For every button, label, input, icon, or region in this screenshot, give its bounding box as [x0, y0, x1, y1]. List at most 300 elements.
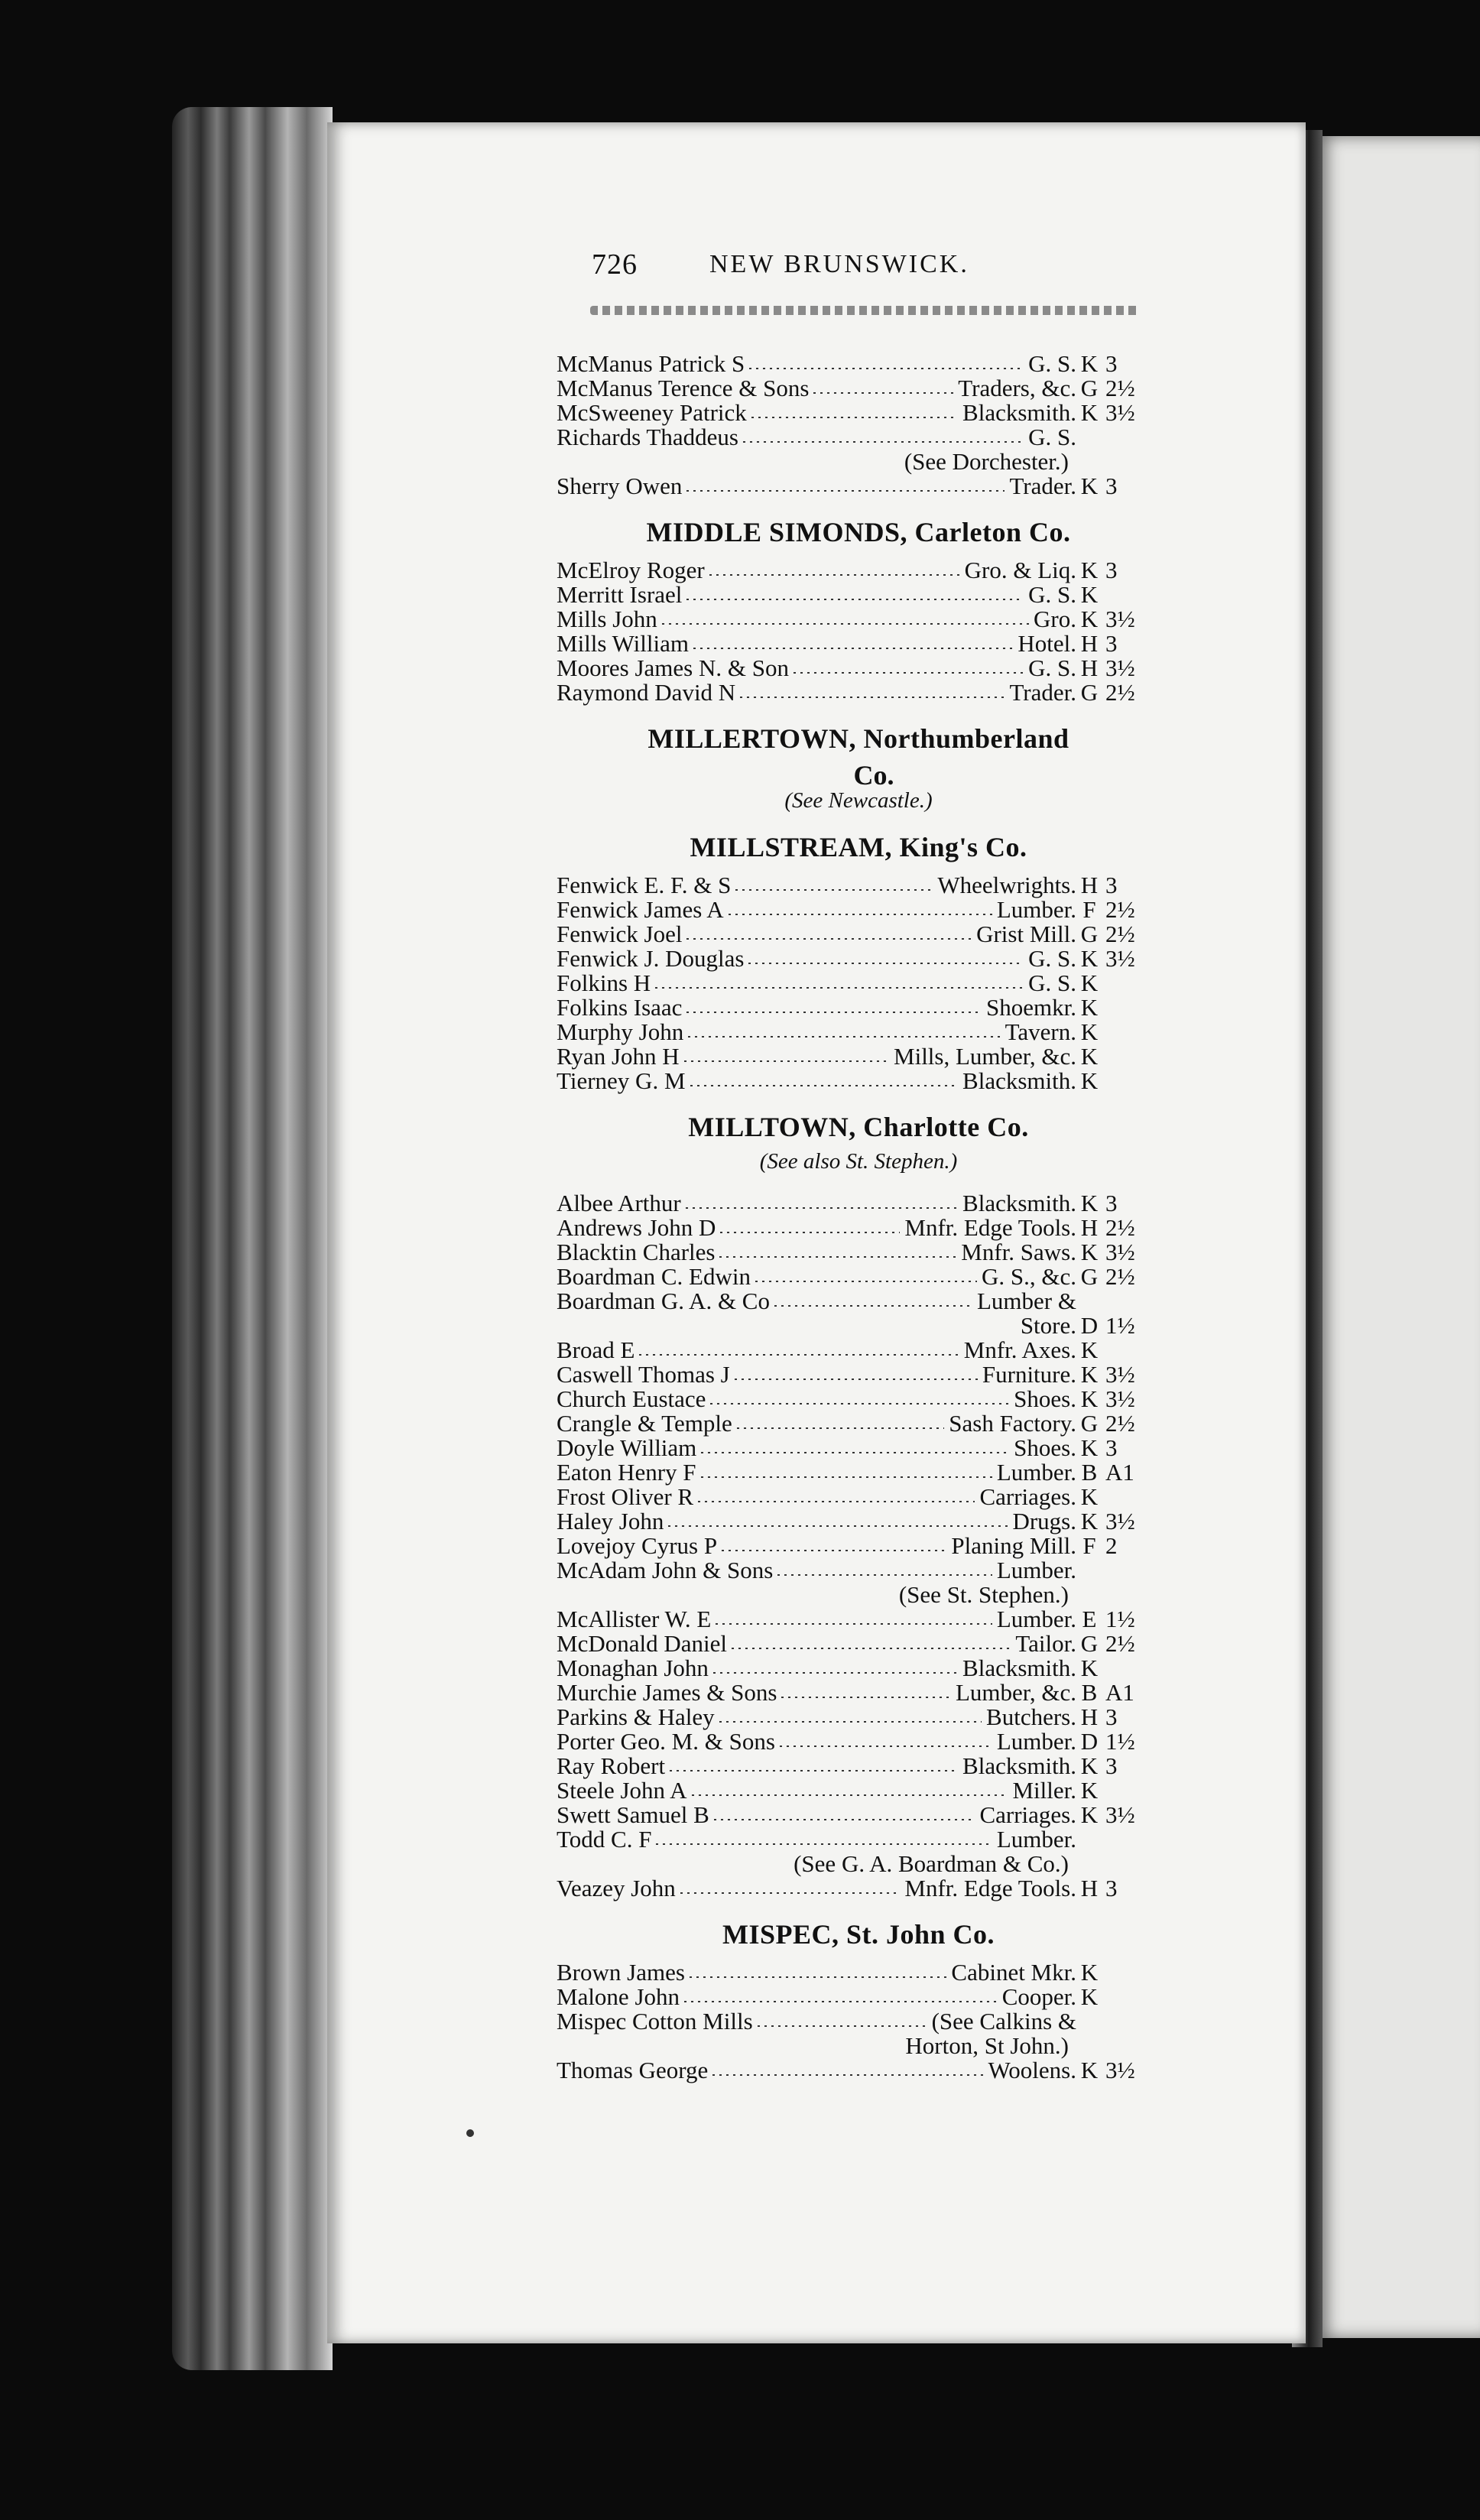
directory-entry	[557, 898, 1160, 922]
entry-name: Parkins & Haley	[557, 1703, 715, 1730]
directory-entry	[557, 1803, 1160, 1827]
dot-leader	[701, 1476, 992, 1478]
facing-page	[1315, 136, 1480, 2338]
entry-trade: Miller.	[1012, 1777, 1076, 1804]
entry-name: Folkins H	[557, 969, 651, 996]
entry-credit-rating: F	[1082, 896, 1096, 923]
dot-leader	[735, 1379, 978, 1380]
directory-entry	[557, 1460, 1160, 1485]
entry-credit-rating: B	[1081, 1459, 1098, 1486]
entry-trade: Shoes.	[1014, 1434, 1076, 1461]
entry-name: Moores James N. & Son	[557, 654, 789, 681]
directory-entry	[557, 425, 1160, 450]
entry-credit-rating: G	[1080, 1630, 1099, 1657]
entry-trade: Lumber.	[996, 896, 1076, 923]
entry-pecuniary-rating: 3	[1105, 557, 1118, 583]
entry-credit-rating: K	[1080, 1018, 1099, 1045]
entry-trade: (See Calkins &	[931, 2008, 1076, 2035]
entry-name: Porter Geo. M. & Sons	[557, 1728, 775, 1755]
entry-credit-rating: B	[1081, 1679, 1098, 1706]
directory-entry	[557, 1729, 1160, 1754]
directory-entry	[557, 1240, 1160, 1265]
entry-pecuniary-rating: 3½	[1105, 606, 1135, 632]
entry-trade: Grist Mill.	[976, 921, 1076, 947]
entry-trade: Blacksmith.	[962, 1752, 1076, 1779]
entry-name: Ray Robert	[557, 1752, 666, 1779]
dot-leader	[686, 599, 1024, 600]
entry-name: Fenwick James A	[557, 896, 724, 923]
entry-trade: Lumber.	[996, 1606, 1076, 1632]
entry-trade: Mills, Lumber, &c.	[894, 1043, 1076, 1070]
entry-trade: Blacksmith.	[962, 1190, 1076, 1216]
entry-name: Boardman G. A. & Co	[557, 1288, 770, 1314]
entry-trade: Wheelwrights.	[937, 872, 1076, 898]
entry-trade: Mnfr. Edge Tools.	[904, 1875, 1076, 1901]
cross-reference-note: (See St. Stephen.)	[898, 1581, 1069, 1608]
entry-trade: G. S.	[1028, 654, 1076, 681]
entry-trade: G. S.	[1028, 581, 1076, 608]
entry-credit-rating: K	[1080, 1336, 1099, 1363]
directory-entry	[557, 376, 1160, 401]
entry-name: McAdam John & Sons	[557, 1557, 774, 1583]
directory-entry	[557, 2009, 1160, 2034]
entry-trade: Mnfr. Axes.	[963, 1336, 1076, 1363]
dot-leader	[743, 441, 1024, 443]
entry-name: Mills John	[557, 606, 657, 632]
entry-trade: Shoes.	[1014, 1385, 1076, 1412]
directory-entry	[557, 995, 1160, 1020]
dot-leader	[680, 1892, 900, 1894]
entry-trade: Carriages.	[979, 1483, 1076, 1510]
entry-credit-rating: H	[1080, 1214, 1099, 1241]
dot-leader	[709, 574, 960, 576]
directory-entry	[557, 1827, 1160, 1852]
entry-credit-rating: K	[1080, 1983, 1099, 2010]
dot-leader	[748, 963, 1024, 964]
entry-trade: G. S.	[1028, 424, 1076, 450]
entry-name: Swett Samuel B	[557, 1801, 709, 1828]
directory-entry	[557, 1534, 1160, 1558]
running-head	[557, 248, 1160, 283]
directory-entry	[557, 474, 1160, 498]
entry-trade: Carriages.	[979, 1801, 1076, 1828]
directory-entry	[557, 558, 1160, 583]
dot-leader	[686, 490, 1005, 492]
entry-pecuniary-rating: A1	[1105, 1679, 1134, 1706]
entry-name: Richards Thaddeus	[557, 424, 738, 450]
entry-name: Fenwick E. F. & S	[557, 872, 732, 898]
dot-leader	[688, 1036, 1001, 1038]
entry-credit-rating: K	[1080, 350, 1099, 377]
directory-entry	[557, 1485, 1160, 1509]
dot-leader	[662, 623, 1029, 625]
entry-continuation	[557, 1314, 1160, 1338]
entry-pecuniary-rating: 3	[1105, 1703, 1118, 1730]
entry-pecuniary-rating: 3	[1105, 1190, 1118, 1216]
entry-name: McDonald Daniel	[557, 1630, 727, 1657]
entry-credit-rating: K	[1080, 1483, 1099, 1510]
entry-name: Mispec Cotton Mills	[557, 2008, 753, 2035]
entry-name: Haley John	[557, 1508, 664, 1534]
entry-name: Boardman C. Edwin	[557, 1263, 751, 1290]
dot-leader	[692, 1794, 1008, 1796]
directory-entry	[557, 1681, 1160, 1705]
entry-trade: Lumber.	[996, 1826, 1076, 1853]
directory-entry	[557, 1754, 1160, 1778]
dot-leader	[732, 1648, 1011, 1649]
page-number: 726	[592, 248, 638, 281]
entry-pecuniary-rating: A1	[1105, 1459, 1134, 1486]
dot-leader	[690, 1085, 958, 1086]
dot-leader	[777, 1574, 992, 1576]
entry-trade: Blacksmith.	[962, 399, 1076, 426]
directory-entry	[557, 1069, 1160, 1093]
entry-pecuniary-rating: 3½	[1105, 1801, 1135, 1828]
entry-trade: Blacksmith.	[962, 1067, 1076, 1094]
dot-leader	[701, 1452, 1009, 1453]
entry-pecuniary-rating: 1½	[1105, 1312, 1135, 1339]
entry-name: McSweeney Patrick	[557, 399, 747, 426]
dot-leader	[780, 1745, 992, 1747]
entry-pecuniary-rating: 2½	[1105, 679, 1135, 706]
entry-credit-rating: D	[1080, 1312, 1099, 1339]
entry-trade: Cooper.	[1001, 1983, 1076, 2010]
entry-credit-rating: F	[1082, 1532, 1096, 1559]
dot-leader	[686, 938, 972, 940]
entry-name: Brown James	[557, 1959, 685, 1986]
entry-pecuniary-rating: 3½	[1105, 2057, 1135, 2083]
entry-trade: Gro.	[1034, 606, 1076, 632]
directory-entry	[557, 2058, 1160, 2083]
entry-credit-rating: H	[1080, 1875, 1099, 1901]
entry-pecuniary-rating: 2½	[1105, 896, 1135, 923]
entry-trade: Traders, &c.	[958, 375, 1076, 401]
directory-entry	[557, 1436, 1160, 1460]
entry-pecuniary-rating: 3½	[1105, 1508, 1135, 1534]
entry-credit-rating: K	[1080, 969, 1099, 996]
entry-name: Murphy John	[557, 1018, 684, 1045]
entry-name: Todd C. F	[557, 1826, 652, 1853]
directory-entry	[557, 1044, 1160, 1069]
entry-trade: Store.	[1020, 1312, 1076, 1339]
entry-trade: Woolens.	[988, 2057, 1076, 2083]
directory-entry	[557, 1265, 1160, 1289]
entry-pecuniary-rating: 2½	[1105, 1214, 1135, 1241]
header-rule	[590, 306, 1141, 315]
directory-entry	[557, 1960, 1160, 1985]
directory-entry	[557, 922, 1160, 947]
directory-page	[327, 122, 1306, 2343]
entry-credit-rating: K	[1080, 1239, 1099, 1265]
entry-pecuniary-rating: 2½	[1105, 1263, 1135, 1290]
entry-credit-rating: E	[1082, 1606, 1097, 1632]
directory-entry	[557, 1362, 1160, 1387]
dot-leader	[670, 1770, 958, 1771]
ink-speck	[466, 2129, 474, 2137]
entry-credit-rating: K	[1080, 945, 1099, 972]
entry-pecuniary-rating: 2½	[1105, 375, 1135, 401]
entry-pecuniary-rating: 3	[1105, 872, 1118, 898]
entry-pecuniary-rating: 3½	[1105, 1239, 1135, 1265]
entry-credit-rating: K	[1080, 472, 1099, 499]
entry-trade: G. S., &c.	[982, 1263, 1076, 1290]
entry-name: Doyle William	[557, 1434, 697, 1461]
entry-trade: Butchers.	[986, 1703, 1076, 1730]
entry-name: McManus Patrick S	[557, 350, 745, 377]
entry-name: Ryan John H	[557, 1043, 680, 1070]
entry-name: Church Eustace	[557, 1385, 706, 1412]
entry-credit-rating: G	[1080, 679, 1099, 706]
entry-pecuniary-rating: 3	[1105, 1875, 1118, 1901]
entry-pecuniary-rating: 3	[1105, 472, 1118, 499]
entry-credit-rating: H	[1080, 654, 1099, 681]
entry-name: Andrews John D	[557, 1214, 716, 1241]
dot-leader	[686, 1207, 958, 1209]
entry-trade: Lumber, &c.	[955, 1679, 1076, 1706]
entry-credit-rating: G	[1080, 375, 1099, 401]
entry-name: McAllister W. E	[557, 1606, 712, 1632]
directory-entry	[557, 352, 1160, 376]
locality-see-also: (See also St. Stephen.)	[759, 1149, 958, 1174]
dot-leader	[712, 2074, 984, 2076]
entry-trade: Shoemkr.	[986, 994, 1076, 1021]
dot-leader	[774, 1305, 972, 1307]
directory-entry	[557, 1705, 1160, 1729]
directory-entry	[557, 401, 1160, 425]
directory-entry	[557, 1387, 1160, 1411]
dot-leader	[655, 987, 1024, 989]
entry-credit-rating: K	[1080, 1361, 1099, 1388]
dot-leader	[758, 2025, 927, 2027]
dot-leader	[693, 648, 1013, 649]
dot-leader	[722, 1550, 946, 1551]
entry-pecuniary-rating: 3½	[1105, 945, 1135, 972]
directory-entry	[557, 873, 1160, 898]
entry-trade: Mnfr. Saws.	[961, 1239, 1076, 1265]
locality-heading: MILLTOWN, Charlotte Co.	[688, 1112, 1029, 1142]
entry-credit-rating: K	[1080, 1752, 1099, 1779]
entry-credit-rating: K	[1080, 1434, 1099, 1461]
entry-credit-rating: K	[1080, 1801, 1099, 1828]
directory-entry	[557, 947, 1160, 971]
entry-pecuniary-rating: 3½	[1105, 1361, 1135, 1388]
dot-leader	[690, 1976, 946, 1978]
entry-name: Crangle & Temple	[557, 1410, 732, 1437]
entry-trade: Trader.	[1009, 679, 1076, 706]
entry-name: Murchie James & Sons	[557, 1679, 777, 1706]
entry-name: McElroy Roger	[557, 557, 705, 583]
dot-leader	[668, 1525, 1008, 1527]
directory-entry	[557, 1985, 1160, 2009]
entry-name: Monaghan John	[557, 1655, 709, 1681]
entry-trade: Tavern.	[1005, 1018, 1076, 1045]
entry-credit-rating: G	[1080, 1410, 1099, 1437]
entry-trade: Mnfr. Edge Tools.	[904, 1214, 1076, 1241]
entry-pecuniary-rating: 3	[1105, 1752, 1118, 1779]
entry-pecuniary-rating: 3	[1105, 1434, 1118, 1461]
directory-entry	[557, 583, 1160, 607]
entry-name: Mills William	[557, 630, 689, 657]
entry-trade: Hotel.	[1018, 630, 1076, 657]
dot-leader	[740, 697, 1005, 698]
entry-trade: Trader.	[1009, 472, 1076, 499]
entry-pecuniary-rating: 3	[1105, 350, 1118, 377]
dot-leader	[656, 1843, 992, 1845]
entry-name: Steele John A	[557, 1777, 687, 1804]
entry-pecuniary-rating: 2½	[1105, 1410, 1135, 1437]
entry-pecuniary-rating: 3½	[1105, 654, 1135, 681]
dot-leader	[813, 392, 953, 394]
directory-entry	[557, 1411, 1160, 1436]
entry-credit-rating: G	[1080, 921, 1099, 947]
dot-leader	[781, 1697, 951, 1698]
entry-credit-rating: H	[1080, 1703, 1099, 1730]
locality-heading: MIDDLE SIMONDS, Carleton Co.	[646, 517, 1071, 547]
directory-entry	[557, 656, 1160, 680]
entry-credit-rating: K	[1080, 557, 1099, 583]
dot-leader	[737, 1427, 944, 1429]
entry-name: Fenwick Joel	[557, 921, 683, 947]
dot-leader	[698, 1501, 975, 1502]
directory-entry	[557, 1289, 1160, 1314]
dot-leader	[684, 1060, 889, 1062]
entry-trade: Lumber &	[977, 1288, 1076, 1314]
directory-entry	[557, 1778, 1160, 1803]
entry-name: Thomas George	[557, 2057, 709, 2083]
entry-name: Blacktin Charles	[557, 1239, 716, 1265]
entry-trade: G. S.	[1028, 945, 1076, 972]
entry-trade: Sash Factory.	[949, 1410, 1076, 1437]
entry-credit-rating: K	[1080, 1655, 1099, 1681]
entry-credit-rating: K	[1080, 994, 1099, 1021]
entry-name: Malone John	[557, 1983, 680, 2010]
entry-credit-rating: K	[1080, 1043, 1099, 1070]
entry-name: Merritt Israel	[557, 581, 683, 608]
entry-name: Veazey John	[557, 1875, 676, 1901]
dot-leader	[713, 1672, 958, 1674]
dot-leader	[639, 1354, 959, 1356]
locality-heading: MILLSTREAM, King's Co.	[690, 832, 1027, 862]
entry-name: Fenwick J. Douglas	[557, 945, 745, 972]
dot-leader	[686, 1012, 982, 1013]
entry-pecuniary-rating: 1½	[1105, 1606, 1135, 1632]
entry-pecuniary-rating: 3½	[1105, 399, 1135, 426]
page-title: NEW BRUNSWICK.	[709, 250, 969, 278]
dot-leader	[729, 914, 992, 915]
entry-credit-rating: K	[1080, 1777, 1099, 1804]
directory-listing	[557, 352, 1160, 2083]
entry-name: Sherry Owen	[557, 472, 683, 499]
entry-pecuniary-rating: 2½	[1105, 1630, 1135, 1657]
entry-trade: Lumber.	[996, 1728, 1076, 1755]
entry-name: Albee Arthur	[557, 1190, 681, 1216]
dot-leader	[714, 1819, 975, 1820]
entry-credit-rating: H	[1080, 872, 1099, 898]
entry-credit-rating: K	[1080, 606, 1099, 632]
entry-name: Frost Oliver R	[557, 1483, 694, 1510]
dot-leader	[719, 1256, 956, 1258]
cross-reference-note: Horton, St John.)	[905, 2032, 1069, 2059]
directory-entry	[557, 1020, 1160, 1044]
entry-trade: Cabinet Mkr.	[951, 1959, 1076, 1986]
locality-heading: MISPEC, St. John Co.	[722, 1919, 995, 1950]
directory-entry	[557, 1632, 1160, 1656]
directory-entry	[557, 607, 1160, 632]
entry-name: Eaton Henry F	[557, 1459, 696, 1486]
entry-name: Lovejoy Cyrus P	[557, 1532, 718, 1559]
entry-name: Raymond David N	[557, 679, 736, 706]
dot-leader	[684, 2001, 998, 2002]
directory-entry	[557, 1509, 1160, 1534]
directory-entry	[557, 1191, 1160, 1216]
entry-name: Broad E	[557, 1336, 635, 1363]
dot-leader	[710, 1403, 1009, 1405]
dot-leader	[719, 1721, 982, 1723]
directory-entry	[557, 1338, 1160, 1362]
entry-credit-rating: K	[1080, 1508, 1099, 1534]
entry-trade: Blacksmith.	[962, 1655, 1076, 1681]
dot-leader	[751, 417, 958, 418]
cross-reference-note: (See G. A. Boardman & Co.)	[794, 1850, 1069, 1877]
entry-pecuniary-rating: 3	[1105, 630, 1118, 657]
dot-leader	[716, 1623, 992, 1625]
entry-credit-rating: K	[1080, 1959, 1099, 1986]
locality-heading-continuation: Co.	[853, 760, 894, 791]
dot-leader	[735, 889, 933, 891]
directory-entry	[557, 1607, 1160, 1632]
entry-credit-rating: K	[1080, 581, 1099, 608]
locality-see-also: (See Newcastle.)	[784, 788, 933, 813]
directory-entry	[557, 971, 1160, 995]
cross-reference-note: (See Dorchester.)	[904, 448, 1069, 475]
directory-entry	[557, 1558, 1160, 1583]
entry-trade: Tailor.	[1015, 1630, 1076, 1657]
entry-pecuniary-rating: 2½	[1105, 921, 1135, 947]
locality-heading: MILLERTOWN, Northumberland	[648, 723, 1069, 754]
directory-entry	[557, 1656, 1160, 1681]
directory-entry	[557, 1876, 1160, 1901]
entry-trade: Lumber.	[996, 1557, 1076, 1583]
directory-entry	[557, 1216, 1160, 1240]
dot-leader	[755, 1281, 977, 1282]
dot-leader	[749, 368, 1024, 369]
entry-name: Caswell Thomas J	[557, 1361, 730, 1388]
entry-name: Tierney G. M	[557, 1067, 686, 1094]
entry-name: Folkins Isaac	[557, 994, 683, 1021]
entry-trade: Furniture.	[982, 1361, 1076, 1388]
entry-pecuniary-rating: 1½	[1105, 1728, 1135, 1755]
entry-pecuniary-rating: 2	[1105, 1532, 1118, 1559]
entry-credit-rating: K	[1080, 399, 1099, 426]
book-page-edges	[172, 107, 333, 2370]
entry-trade: G. S.	[1028, 350, 1076, 377]
entry-credit-rating: K	[1080, 1067, 1099, 1094]
entry-credit-rating: G	[1080, 1263, 1099, 1290]
entry-credit-rating: K	[1080, 1190, 1099, 1216]
entry-trade: Planing Mill.	[951, 1532, 1076, 1559]
dot-leader	[794, 672, 1024, 674]
entry-credit-rating: D	[1080, 1728, 1099, 1755]
entry-trade: Drugs.	[1012, 1508, 1076, 1534]
entry-trade: Gro. & Liq.	[964, 557, 1076, 583]
entry-credit-rating: K	[1080, 1385, 1099, 1412]
entry-name: McManus Terence & Sons	[557, 375, 810, 401]
entry-trade: Lumber.	[996, 1459, 1076, 1486]
directory-entry	[557, 680, 1160, 705]
dot-leader	[720, 1232, 900, 1233]
entry-credit-rating: K	[1080, 2057, 1099, 2083]
entry-pecuniary-rating: 3½	[1105, 1385, 1135, 1412]
